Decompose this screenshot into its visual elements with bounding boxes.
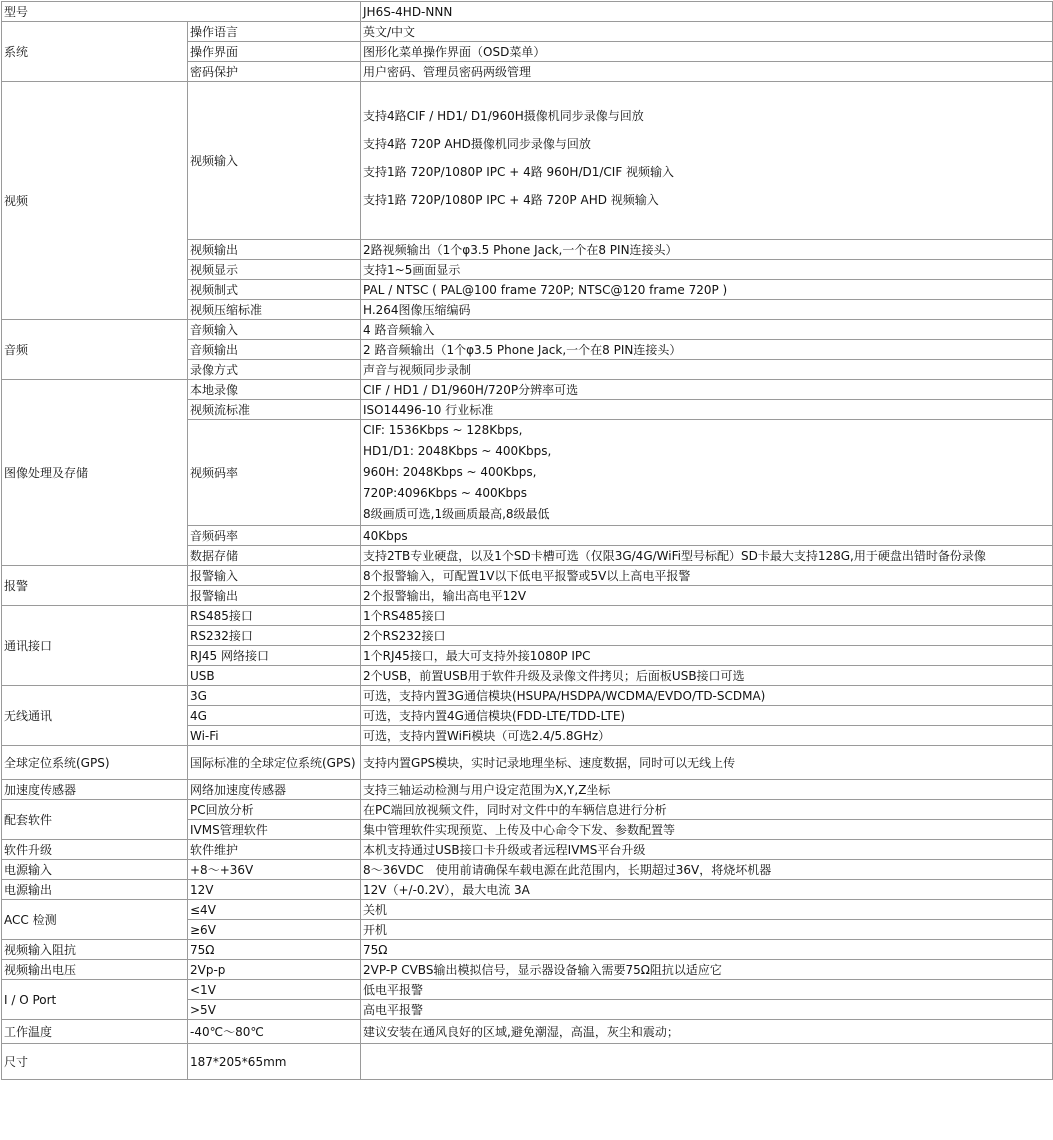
group-label: 加速度传感器 [2,780,188,800]
spec-label: 4G [188,706,361,726]
spec-label: >5V [188,1000,361,1020]
table-row [2,566,1053,586]
spec-label: 视频压缩标准 [188,300,361,320]
spec-value: 2个USB，前置USB用于软件升级及录像文件拷贝；后面板USB接口可选 [361,666,1053,686]
spec-value: 8个报警输入，可配置1V以下低电平报警或5V以上高电平报警 [361,566,1053,586]
spec-value: 1个RS485接口 [361,606,1053,626]
spec-value: 40Kbps [361,526,1053,546]
spec-value: 可选，支持内置4G通信模块(FDD-LTE/TDD-LTE) [361,706,1053,726]
spec-value: 12V（+/-0.2V），最大电流 3A [361,880,1053,900]
spec-value-line: 支持4路CIF / HD1/ D1/960H摄像机同步录像与回放 [363,109,644,123]
spec-value: 支持内置GPS模块，实时记录地理坐标、速度数据，同时可以无线上传 [361,746,1053,780]
spec-label: USB [188,666,361,686]
group-label: 图像处理及存储 [2,380,188,566]
spec-value: 开机 [361,920,1053,940]
table-row [2,686,1053,706]
table-row [2,606,1053,626]
table-row [2,780,1053,800]
spec-label: IVMS管理软件 [188,820,361,840]
table-row [2,940,1053,960]
spec-value: 高电平报警 [361,1000,1053,1020]
spec-label: 75Ω [188,940,361,960]
spec-label: 音频码率 [188,526,361,546]
spec-label: 视频输出 [188,240,361,260]
spec-value: 用户密码、管理员密码两级管理 [361,62,1053,82]
spec-label: 报警输出 [188,586,361,606]
spec-value: 图形化菜单操作界面（OSD菜单） [361,42,1053,62]
spec-label: 数据存储 [188,546,361,566]
table-row [2,82,1053,240]
spec-label: RJ45 网络接口 [188,646,361,666]
table-row [2,800,1053,820]
spec-label: 视频制式 [188,280,361,300]
spec-label: 音频输出 [188,340,361,360]
group-label: 通讯接口 [2,606,188,686]
spec-value: 在PC端回放视频文件，同时对文件中的车辆信息进行分析 [361,800,1053,820]
spec-label: 视频输入 [188,82,361,240]
spec-label: 本地录像 [188,380,361,400]
table-row [2,900,1053,920]
table-row [2,320,1053,340]
spec-label: PC回放分析 [188,800,361,820]
spec-value-lines [361,420,1053,526]
spec-value: 支持三轴运动检测与用户设定范围为X,Y,Z坐标 [361,780,1053,800]
spec-value [361,1044,1053,1080]
spec-label: 操作界面 [188,42,361,62]
spec-label: 网络加速度传感器 [188,780,361,800]
model-label: 型号 [2,2,361,22]
spec-value: 1个RJ45接口，最大可支持外接1080P IPC [361,646,1053,666]
spec-value-lines [361,82,1053,240]
spec-value: 可选，支持内置3G通信模块(HSUPA/HSDPA/WCDMA/EVDO/TD-SCDMA) [361,686,1053,706]
spec-label: 3G [188,686,361,706]
spec-value-line: 960H: 2048Kbps ~ 400Kbps, [363,465,537,479]
spec-value: 支持2TB专业硬盘，以及1个SD卡槽可选（仅限3G/4G/WiFi型号标配）SD卡最大支持128G,用于硬盘出错时备份录像 [361,546,1053,566]
spec-value: 可选，支持内置WiFi模块（可选2.4/5.8GHz） [361,726,1053,746]
spec-label: RS485接口 [188,606,361,626]
group-label: 视频输出电压 [2,960,188,980]
spec-value: 8～36VDC 使用前请确保车载电源在此范围内，长期超过36V，将烧坏机器 [361,860,1053,880]
table-row [2,746,1053,780]
spec-label: 12V [188,880,361,900]
table-row [2,22,1053,42]
spec-value: CIF / HD1 / D1/960H/720P分辨率可选 [361,380,1053,400]
table-row [2,1020,1053,1044]
table-row [2,980,1053,1000]
spec-label: 187*205*65mm [188,1044,361,1080]
spec-value-line: CIF: 1536Kbps ~ 128Kbps, [363,423,523,437]
spec-value-line: 8级画质可选,1级画质最高,8级最低 [363,507,550,521]
table-row [2,1044,1053,1080]
table-row [2,860,1053,880]
group-label: 尺寸 [2,1044,188,1080]
spec-label: 录像方式 [188,360,361,380]
table-row [2,380,1053,400]
spec-value-line: 支持4路 720P AHD摄像机同步录像与回放 [363,137,591,151]
spec-value: 2个报警输出，输出高电平12V [361,586,1053,606]
group-label: 配套软件 [2,800,188,840]
group-label: 无线通讯 [2,686,188,746]
spec-label: +8～+36V [188,860,361,880]
spec-label: 视频流标准 [188,400,361,420]
group-label: 电源输出 [2,880,188,900]
spec-label: RS232接口 [188,626,361,646]
spec-value: 2个RS232接口 [361,626,1053,646]
spec-label: 视频显示 [188,260,361,280]
group-label: ACC 检测 [2,900,188,940]
spec-value-line: 支持1路 720P/1080P IPC + 4路 960H/D1/CIF 视频输入 [363,165,675,179]
spec-label: ≥6V [188,920,361,940]
spec-value-line: 720P:4096Kbps ~ 400Kbps [363,486,528,500]
spec-label: 软件维护 [188,840,361,860]
spec-label: 2Vp-p [188,960,361,980]
spec-value: 建议安装在通风良好的区域,避免潮湿，高温，灰尘和震动； [361,1020,1053,1044]
group-label: 系统 [2,22,188,82]
spec-value: 75Ω [361,940,1053,960]
spec-label: ≤4V [188,900,361,920]
spec-label: 国际标准的全球定位系统(GPS) [188,746,361,780]
group-label: 工作温度 [2,1020,188,1044]
spec-table [1,1,1053,1080]
spec-value: 4 路音频输入 [361,320,1053,340]
spec-value: 2 路音频输出（1个φ3.5 Phone Jack,一个在8 PIN连接头） [361,340,1053,360]
spec-label: -40℃～80℃ [188,1020,361,1044]
table-row [2,880,1053,900]
group-label: I / O Port [2,980,188,1020]
group-label: 报警 [2,566,188,606]
spec-label: Wi-Fi [188,726,361,746]
spec-value: 支持1~5画面显示 [361,260,1053,280]
spec-value: H.264图像压缩编码 [361,300,1053,320]
spec-value: ISO14496-10 行业标准 [361,400,1053,420]
spec-value: 声音与视频同步录制 [361,360,1053,380]
spec-label: <1V [188,980,361,1000]
group-label: 视频输入阻抗 [2,940,188,960]
spec-value: 本机支持通过USB接口卡升级或者远程IVMS平台升级 [361,840,1053,860]
spec-value-line: 支持1路 720P/1080P IPC + 4路 720P AHD 视频输入 [363,193,659,207]
group-label: 音频 [2,320,188,380]
spec-value: PAL / NTSC ( PAL@100 frame 720P; NTSC@120 frame 720P ) [361,280,1053,300]
spec-value: 集中管理软件实现预览、上传及中心命令下发、参数配置等 [361,820,1053,840]
group-label: 软件升级 [2,840,188,860]
spec-value: 2VP-P CVBS输出模拟信号，显示器设备输入需要75Ω阻抗以适应它 [361,960,1053,980]
table-row [2,960,1053,980]
spec-value: 低电平报警 [361,980,1053,1000]
spec-label: 视频码率 [188,420,361,526]
table-row [2,840,1053,860]
spec-value-line: HD1/D1: 2048Kbps ~ 400Kbps, [363,444,552,458]
group-label: 全球定位系统(GPS) [2,746,188,780]
spec-label: 音频输入 [188,320,361,340]
group-label: 视频 [2,82,188,320]
group-label: 电源输入 [2,860,188,880]
spec-value: 关机 [361,900,1053,920]
spec-value: 2路视频输出（1个φ3.5 Phone Jack,一个在8 PIN连接头） [361,240,1053,260]
spec-label: 操作语言 [188,22,361,42]
spec-label: 密码保护 [188,62,361,82]
table-row [2,2,1053,22]
spec-value: 英文/中文 [361,22,1053,42]
spec-label: 报警输入 [188,566,361,586]
model-value: JH6S-4HD-NNN [361,2,1053,22]
